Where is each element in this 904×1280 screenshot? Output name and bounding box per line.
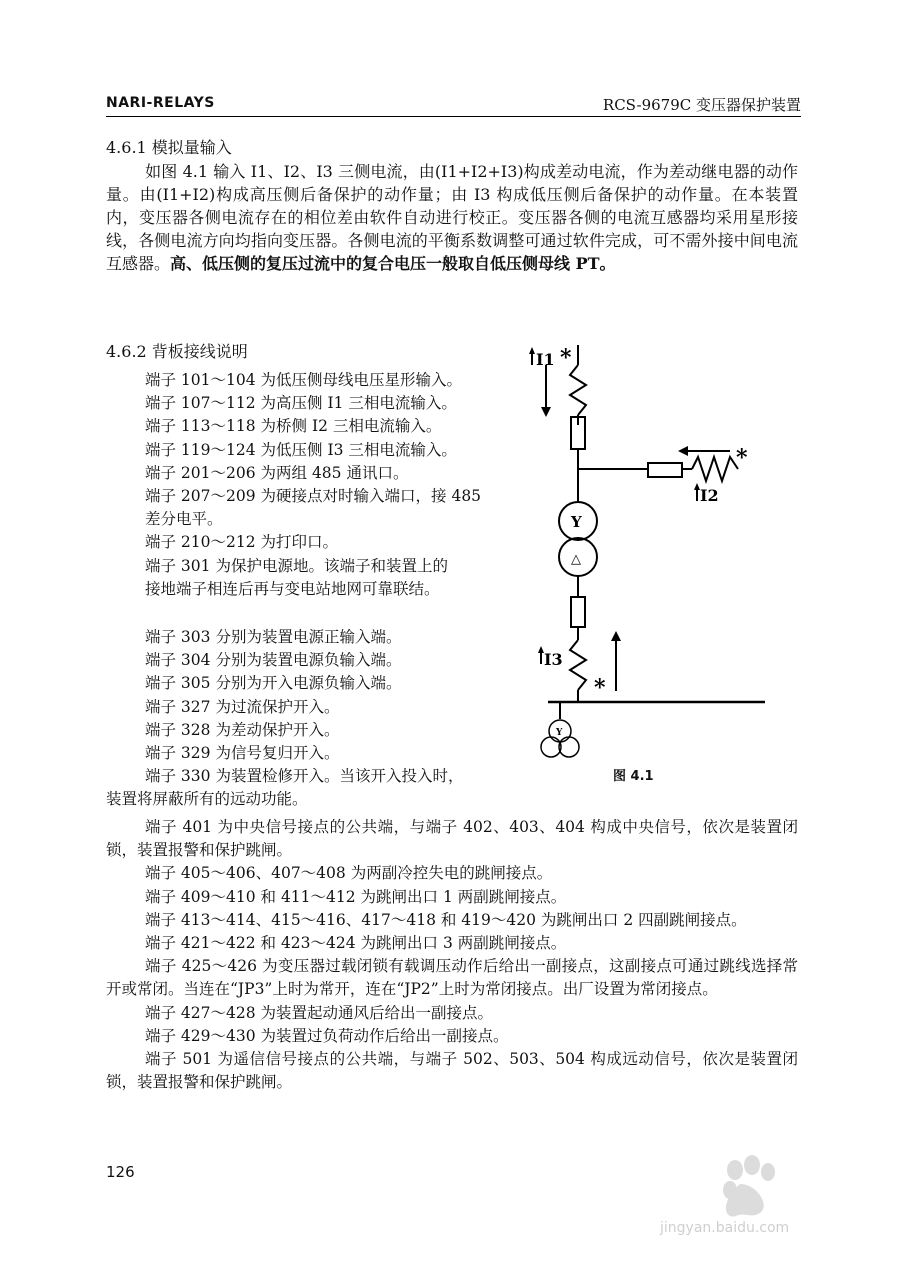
list-item: 接地端子相连后再与变电站地网可靠联结。 <box>145 579 440 598</box>
pt-y-label: Y <box>556 728 563 738</box>
terminal-list-a <box>106 369 481 601</box>
terminal-list-b <box>106 626 463 812</box>
i1-marker-icon <box>529 347 535 354</box>
list-item: 端子 401 为中央信号接点的公共端，与端子 402、403、404 构成中央信号，依次是装置闭锁，装置报警和保护跳闸。 <box>106 818 798 860</box>
list-item: 端子 330 为装置检修开入。当该开入投入时， <box>145 767 464 786</box>
section1-text-bold: 高、低压侧的复压过流中的复合电压一般取自低压侧母线 PT。 <box>170 254 616 273</box>
list-item: 端子 328 为差动保护开入。 <box>145 720 340 739</box>
page-number: 126 <box>106 1163 135 1181</box>
i3-polarity-star: * <box>594 675 606 701</box>
i2-arrowhead-icon <box>678 446 688 456</box>
list-item: 端子 427～428 为装置起动通风后给出一副接点。 <box>145 1003 494 1022</box>
i1-marker-stem <box>531 353 533 365</box>
list-item: 端子 327 为过流保护开入。 <box>145 697 340 716</box>
section1-paragraph <box>106 160 798 275</box>
list-item: 端子 329 为信号复归开入。 <box>145 744 340 763</box>
list-item: 端子 413～414、415～416、417～418 和 419～420 为跳闸出口 2 四副跳闸接点。 <box>145 910 747 929</box>
list-item: 端子 303 分别为装置电源正输入端。 <box>145 628 402 646</box>
list-item: 端子 210～212 为打印口。 <box>145 533 339 552</box>
list-item: 差分电平。 <box>145 510 223 529</box>
section-title-backplane-wiring: 4.6.2 背板接线说明 <box>106 342 248 361</box>
ct1-coil-icon <box>570 365 586 415</box>
header-rule <box>106 116 801 117</box>
section-title-analog-input: 4.6.1 模拟量输入 <box>106 138 232 157</box>
header-doc-title: RCS-9679C 变压器保护装置 <box>602 96 801 114</box>
i2-label: I2 <box>700 486 719 505</box>
terminal-list-c <box>106 816 798 1094</box>
list-item: 端子 405～406、407～408 为两副冷控失电的跳闸接点。 <box>145 864 553 883</box>
pt-winding-right-icon <box>559 737 579 757</box>
list-item: 端子 113～118 为桥侧 I2 三相电流输入。 <box>145 417 442 436</box>
header-brand: NARI-RELAYS <box>106 95 215 111</box>
list-item: 端子 301 为保护电源地。该端子和装置上的 <box>145 556 448 575</box>
list-item: 端子 425～426 为变压器过载闭锁有载调压动作后给出一副接点，这副接点可通过跳线选择常开或常闭。当连在“JP3”上时为常开，连在“JP2”上时为常闭接点。出厂设置为常闭接点。 <box>106 957 798 999</box>
list-item: 端子 119～124 为低压侧 I3 三相电流输入。 <box>145 440 457 459</box>
list-item: 装置将屏蔽所有的远动功能。 <box>106 790 308 809</box>
list-item: 端子 409～410 和 411～412 为跳闸出口 1 两副跳闸接点。 <box>145 887 567 906</box>
list-item: 端子 501 为遥信信号接点的公共端，与端子 502、503、504 构成远动信号，依次是装置闭锁，装置报警和保护跳闸。 <box>106 1050 798 1092</box>
list-item: 端子 305 分别为开入电源负输入端。 <box>145 674 402 693</box>
i3-label: I3 <box>544 650 563 669</box>
pt-winding-left-icon <box>541 737 561 757</box>
list-item: 端子 429～430 为装置过负荷动作后给出一副接点。 <box>145 1026 509 1045</box>
list-item: 端子 421～422 和 423～424 为跳闸出口 3 两副跳闸接点。 <box>145 934 567 953</box>
i1-polarity-star: * <box>560 345 572 371</box>
list-item: 端子 107～112 为高压侧 I1 三相电流输入。 <box>145 394 457 413</box>
list-item: 端子 201～206 为两组 485 通讯口。 <box>145 463 409 482</box>
i1-arrowhead-icon <box>541 407 551 417</box>
i1-label: I1 <box>536 350 555 369</box>
section1-text: 如图 4.1 输入 I1、I2、I3 三侧电流，由(I1+I2+I3)构成差动电流，作为差动继电器的动作量。由(I1+I2)构成高压侧后备保护的动作量；由 I3 构成低压侧后备保护的动作量。在本装置内，变压器各侧电流存在的相位差由软件自动进行校正。变压器各侧的电流互感器均采用星形接线，各侧电流方向均指向变压器。各侧电流的平衡系数调整可通过软件完成，可不需外接中间电流互感器。 <box>106 162 798 273</box>
ct3-coil-icon <box>570 640 586 690</box>
lower-resistor-icon <box>571 597 585 627</box>
watermark-url: jingyan.baidu.com <box>660 1220 790 1236</box>
list-item: 端子 101～104 为低压侧母线电压星形输入。 <box>145 371 463 389</box>
i2-marker-stem <box>696 489 698 501</box>
i3-marker-stem <box>540 652 542 664</box>
list-item: 端子 207～209 为硬接点对时输入端口，接 485 <box>145 487 482 506</box>
transformer-delta-label: △ <box>571 552 581 567</box>
transformer-wiring-diagram <box>500 335 800 805</box>
ct2-coil-icon <box>692 457 738 481</box>
list-item: 端子 304 分别为装置电源负输入端。 <box>145 651 402 670</box>
figure-caption: 图 4.1 <box>613 769 654 784</box>
transformer-y-label: Y <box>571 513 582 531</box>
i3-arrowhead-icon <box>611 631 621 641</box>
i2-polarity-star: * <box>736 445 748 471</box>
bridge-resistor-icon <box>648 463 682 477</box>
